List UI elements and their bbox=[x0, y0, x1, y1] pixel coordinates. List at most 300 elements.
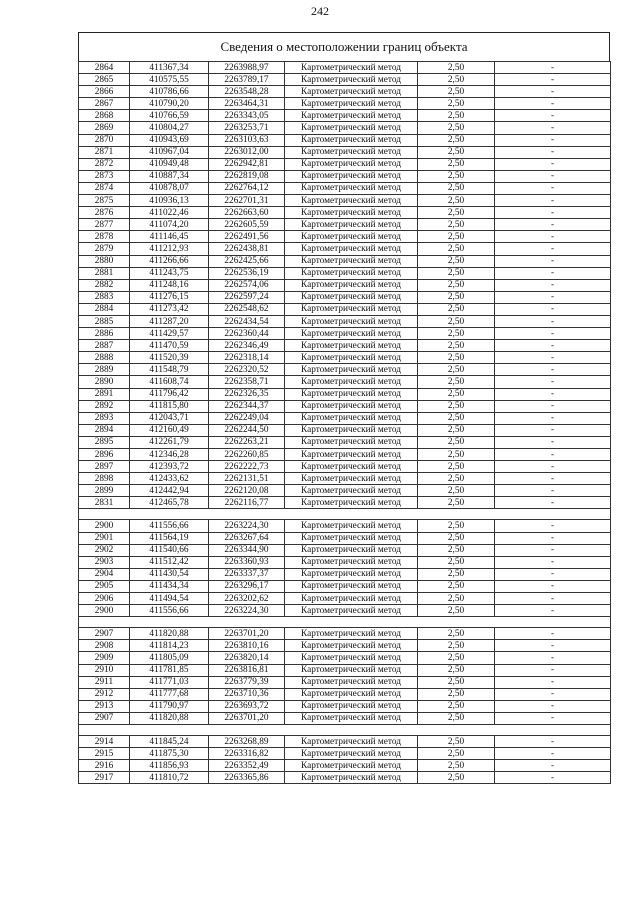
accuracy-cell: 2,50 bbox=[418, 412, 495, 424]
description-cell: - bbox=[495, 62, 611, 74]
point-number-cell: 2893 bbox=[79, 412, 130, 424]
point-number-cell: 2865 bbox=[79, 74, 130, 86]
x-coordinate-cell: 411556,66 bbox=[130, 605, 209, 617]
accuracy-cell: 2,50 bbox=[418, 231, 495, 243]
accuracy-cell: 2,50 bbox=[418, 364, 495, 376]
x-coordinate-cell: 411875,30 bbox=[130, 748, 209, 760]
x-coordinate-cell: 411430,54 bbox=[130, 568, 209, 580]
y-coordinate-cell: 2262260,85 bbox=[209, 449, 285, 461]
point-number-cell: 2915 bbox=[79, 748, 130, 760]
x-coordinate-cell: 411771,03 bbox=[130, 676, 209, 688]
accuracy-cell: 2,50 bbox=[418, 568, 495, 580]
point-number-cell: 2899 bbox=[79, 485, 130, 497]
description-cell: - bbox=[495, 628, 611, 640]
x-coordinate-cell: 410804,27 bbox=[130, 122, 209, 134]
method-cell: Картометрический метод bbox=[285, 520, 418, 532]
description-cell: - bbox=[495, 485, 611, 497]
method-cell: Картометрический метод bbox=[285, 556, 418, 568]
point-number-cell: 2894 bbox=[79, 424, 130, 436]
method-cell: Картометрический метод bbox=[285, 207, 418, 219]
x-coordinate-cell: 412346,28 bbox=[130, 449, 209, 461]
description-cell: - bbox=[495, 449, 611, 461]
method-cell: Картометрический метод bbox=[285, 580, 418, 592]
description-cell: - bbox=[495, 352, 611, 364]
accuracy-cell: 2,50 bbox=[418, 400, 495, 412]
point-number-cell: 2913 bbox=[79, 700, 130, 712]
table-row bbox=[79, 424, 611, 436]
y-coordinate-cell: 2262244,50 bbox=[209, 424, 285, 436]
description-cell: - bbox=[495, 688, 611, 700]
x-coordinate-cell: 411273,42 bbox=[130, 303, 209, 315]
accuracy-cell: 2,50 bbox=[418, 340, 495, 352]
point-number-cell: 2873 bbox=[79, 170, 130, 182]
accuracy-cell: 2,50 bbox=[418, 593, 495, 605]
x-coordinate-cell: 411520,39 bbox=[130, 352, 209, 364]
x-coordinate-cell: 412393,72 bbox=[130, 461, 209, 473]
point-number-cell: 2884 bbox=[79, 303, 130, 315]
x-coordinate-cell: 411470,59 bbox=[130, 340, 209, 352]
table-row bbox=[79, 328, 611, 340]
y-coordinate-cell: 2262597,24 bbox=[209, 291, 285, 303]
accuracy-cell: 2,50 bbox=[418, 291, 495, 303]
table-row bbox=[79, 544, 611, 556]
table-row bbox=[79, 170, 611, 182]
description-cell: - bbox=[495, 400, 611, 412]
separator-cell bbox=[79, 724, 611, 735]
table-row bbox=[79, 593, 611, 605]
x-coordinate-cell: 410967,04 bbox=[130, 146, 209, 158]
y-coordinate-cell: 2262438,81 bbox=[209, 243, 285, 255]
method-cell: Картометрический метод bbox=[285, 219, 418, 231]
table-row bbox=[79, 436, 611, 448]
y-coordinate-cell: 2263344,90 bbox=[209, 544, 285, 556]
table-row bbox=[79, 267, 611, 279]
table-row bbox=[79, 146, 611, 158]
coordinates-table bbox=[78, 61, 611, 784]
table-row bbox=[79, 640, 611, 652]
method-cell: Картометрический метод bbox=[285, 352, 418, 364]
point-number-cell: 2902 bbox=[79, 544, 130, 556]
x-coordinate-cell: 411212,93 bbox=[130, 243, 209, 255]
method-cell: Картометрический метод bbox=[285, 364, 418, 376]
description-cell: - bbox=[495, 267, 611, 279]
point-number-cell: 2900 bbox=[79, 605, 130, 617]
x-coordinate-cell: 411243,75 bbox=[130, 267, 209, 279]
accuracy-cell: 2,50 bbox=[418, 86, 495, 98]
method-cell: Картометрический метод bbox=[285, 436, 418, 448]
table-row bbox=[79, 473, 611, 485]
group-separator bbox=[79, 509, 611, 520]
description-cell: - bbox=[495, 556, 611, 568]
point-number-cell: 2903 bbox=[79, 556, 130, 568]
table-row bbox=[79, 62, 611, 74]
coordinates-sheet bbox=[78, 32, 610, 784]
table-row bbox=[79, 412, 611, 424]
table-row bbox=[79, 158, 611, 170]
accuracy-cell: 2,50 bbox=[418, 182, 495, 194]
accuracy-cell: 2,50 bbox=[418, 436, 495, 448]
y-coordinate-cell: 2262434,54 bbox=[209, 315, 285, 327]
description-cell: - bbox=[495, 412, 611, 424]
accuracy-cell: 2,50 bbox=[418, 134, 495, 146]
x-coordinate-cell: 411810,72 bbox=[130, 772, 209, 784]
point-number-cell: 2900 bbox=[79, 520, 130, 532]
description-cell: - bbox=[495, 146, 611, 158]
description-cell: - bbox=[495, 436, 611, 448]
method-cell: Картометрический метод bbox=[285, 328, 418, 340]
accuracy-cell: 2,50 bbox=[418, 74, 495, 86]
x-coordinate-cell: 411434,34 bbox=[130, 580, 209, 592]
description-cell: - bbox=[495, 712, 611, 724]
method-cell: Картометрический метод bbox=[285, 688, 418, 700]
x-coordinate-cell: 411512,42 bbox=[130, 556, 209, 568]
method-cell: Картометрический метод bbox=[285, 593, 418, 605]
y-coordinate-cell: 2262942,81 bbox=[209, 158, 285, 170]
x-coordinate-cell: 411820,88 bbox=[130, 712, 209, 724]
point-number-cell: 2907 bbox=[79, 712, 130, 724]
description-cell: - bbox=[495, 640, 611, 652]
y-coordinate-cell: 2263268,89 bbox=[209, 735, 285, 747]
x-coordinate-cell: 412043,71 bbox=[130, 412, 209, 424]
method-cell: Картометрический метод bbox=[285, 315, 418, 327]
accuracy-cell: 2,50 bbox=[418, 62, 495, 74]
accuracy-cell: 2,50 bbox=[418, 485, 495, 497]
x-coordinate-cell: 411608,74 bbox=[130, 376, 209, 388]
y-coordinate-cell: 2262326,35 bbox=[209, 388, 285, 400]
accuracy-cell: 2,50 bbox=[418, 473, 495, 485]
table-row bbox=[79, 568, 611, 580]
method-cell: Картометрический метод bbox=[285, 267, 418, 279]
point-number-cell: 2917 bbox=[79, 772, 130, 784]
y-coordinate-cell: 2263267,64 bbox=[209, 532, 285, 544]
method-cell: Картометрический метод bbox=[285, 134, 418, 146]
table-row bbox=[79, 497, 611, 509]
y-coordinate-cell: 2262346,49 bbox=[209, 340, 285, 352]
point-number-cell: 2896 bbox=[79, 449, 130, 461]
y-coordinate-cell: 2262360,44 bbox=[209, 328, 285, 340]
method-cell: Картометрический метод bbox=[285, 340, 418, 352]
y-coordinate-cell: 2263988,97 bbox=[209, 62, 285, 74]
x-coordinate-cell: 411805,09 bbox=[130, 652, 209, 664]
description-cell: - bbox=[495, 735, 611, 747]
method-cell: Картометрический метод bbox=[285, 748, 418, 760]
point-number-cell: 2886 bbox=[79, 328, 130, 340]
x-coordinate-cell: 412465,78 bbox=[130, 497, 209, 509]
y-coordinate-cell: 2262249,04 bbox=[209, 412, 285, 424]
description-cell: - bbox=[495, 328, 611, 340]
point-number-cell: 2891 bbox=[79, 388, 130, 400]
accuracy-cell: 2,50 bbox=[418, 652, 495, 664]
description-cell: - bbox=[495, 568, 611, 580]
method-cell: Картометрический метод bbox=[285, 376, 418, 388]
x-coordinate-cell: 410766,59 bbox=[130, 110, 209, 122]
x-coordinate-cell: 412442,94 bbox=[130, 485, 209, 497]
table-row bbox=[79, 364, 611, 376]
x-coordinate-cell: 412160,49 bbox=[130, 424, 209, 436]
method-cell: Картометрический метод bbox=[285, 605, 418, 617]
x-coordinate-cell: 410878,07 bbox=[130, 182, 209, 194]
method-cell: Картометрический метод bbox=[285, 62, 418, 74]
description-cell: - bbox=[495, 134, 611, 146]
y-coordinate-cell: 2262131,51 bbox=[209, 473, 285, 485]
method-cell: Картометрический метод bbox=[285, 291, 418, 303]
y-coordinate-cell: 2263360,93 bbox=[209, 556, 285, 568]
y-coordinate-cell: 2263779,39 bbox=[209, 676, 285, 688]
point-number-cell: 2908 bbox=[79, 640, 130, 652]
x-coordinate-cell: 411429,57 bbox=[130, 328, 209, 340]
y-coordinate-cell: 2262764,12 bbox=[209, 182, 285, 194]
point-number-cell: 2876 bbox=[79, 207, 130, 219]
accuracy-cell: 2,50 bbox=[418, 388, 495, 400]
accuracy-cell: 2,50 bbox=[418, 328, 495, 340]
description-cell: - bbox=[495, 315, 611, 327]
method-cell: Картометрический метод bbox=[285, 424, 418, 436]
group-separator bbox=[79, 617, 611, 628]
method-cell: Картометрический метод bbox=[285, 388, 418, 400]
point-number-cell: 2881 bbox=[79, 267, 130, 279]
description-cell: - bbox=[495, 243, 611, 255]
accuracy-cell: 2,50 bbox=[418, 267, 495, 279]
y-coordinate-cell: 2262320,52 bbox=[209, 364, 285, 376]
point-number-cell: 2874 bbox=[79, 182, 130, 194]
y-coordinate-cell: 2262491,56 bbox=[209, 231, 285, 243]
method-cell: Картометрический метод bbox=[285, 652, 418, 664]
table-row bbox=[79, 449, 611, 461]
point-number-cell: 2864 bbox=[79, 62, 130, 74]
table-row bbox=[79, 255, 611, 267]
table-row bbox=[79, 376, 611, 388]
y-coordinate-cell: 2262358,71 bbox=[209, 376, 285, 388]
method-cell: Картометрический метод bbox=[285, 303, 418, 315]
accuracy-cell: 2,50 bbox=[418, 170, 495, 182]
description-cell: - bbox=[495, 772, 611, 784]
table-row bbox=[79, 291, 611, 303]
y-coordinate-cell: 2263103,63 bbox=[209, 134, 285, 146]
accuracy-cell: 2,50 bbox=[418, 712, 495, 724]
table-row bbox=[79, 279, 611, 291]
accuracy-cell: 2,50 bbox=[418, 219, 495, 231]
y-coordinate-cell: 2263693,72 bbox=[209, 700, 285, 712]
description-cell: - bbox=[495, 544, 611, 556]
separator-cell bbox=[79, 617, 611, 628]
accuracy-cell: 2,50 bbox=[418, 640, 495, 652]
x-coordinate-cell: 411074,20 bbox=[130, 219, 209, 231]
table-row bbox=[79, 388, 611, 400]
table-row bbox=[79, 628, 611, 640]
description-cell: - bbox=[495, 303, 611, 315]
point-number-cell: 2892 bbox=[79, 400, 130, 412]
x-coordinate-cell: 410943,69 bbox=[130, 134, 209, 146]
y-coordinate-cell: 2262263,21 bbox=[209, 436, 285, 448]
x-coordinate-cell: 411781,85 bbox=[130, 664, 209, 676]
point-number-cell: 2912 bbox=[79, 688, 130, 700]
point-number-cell: 2905 bbox=[79, 580, 130, 592]
point-number-cell: 2879 bbox=[79, 243, 130, 255]
point-number-cell: 2901 bbox=[79, 532, 130, 544]
x-coordinate-cell: 411815,80 bbox=[130, 400, 209, 412]
accuracy-cell: 2,50 bbox=[418, 760, 495, 772]
method-cell: Картометрический метод bbox=[285, 532, 418, 544]
table-row bbox=[79, 315, 611, 327]
x-coordinate-cell: 412261,79 bbox=[130, 436, 209, 448]
method-cell: Картометрический метод bbox=[285, 231, 418, 243]
y-coordinate-cell: 2263337,37 bbox=[209, 568, 285, 580]
accuracy-cell: 2,50 bbox=[418, 352, 495, 364]
table-row bbox=[79, 735, 611, 747]
description-cell: - bbox=[495, 291, 611, 303]
y-coordinate-cell: 2262425,66 bbox=[209, 255, 285, 267]
y-coordinate-cell: 2263365,86 bbox=[209, 772, 285, 784]
description-cell: - bbox=[495, 664, 611, 676]
description-cell: - bbox=[495, 182, 611, 194]
method-cell: Картометрический метод bbox=[285, 700, 418, 712]
method-cell: Картометрический метод bbox=[285, 74, 418, 86]
table-row bbox=[79, 207, 611, 219]
y-coordinate-cell: 2263352,49 bbox=[209, 760, 285, 772]
x-coordinate-cell: 411564,19 bbox=[130, 532, 209, 544]
x-coordinate-cell: 411814,23 bbox=[130, 640, 209, 652]
point-number-cell: 2887 bbox=[79, 340, 130, 352]
point-number-cell: 2888 bbox=[79, 352, 130, 364]
table-row bbox=[79, 352, 611, 364]
x-coordinate-cell: 410575,55 bbox=[130, 74, 209, 86]
method-cell: Картометрический метод bbox=[285, 195, 418, 207]
point-number-cell: 2867 bbox=[79, 98, 130, 110]
description-cell: - bbox=[495, 520, 611, 532]
x-coordinate-cell: 411248,16 bbox=[130, 279, 209, 291]
table-row bbox=[79, 86, 611, 98]
y-coordinate-cell: 2262222,73 bbox=[209, 461, 285, 473]
description-cell: - bbox=[495, 388, 611, 400]
table-row bbox=[79, 243, 611, 255]
table-row bbox=[79, 772, 611, 784]
accuracy-cell: 2,50 bbox=[418, 580, 495, 592]
description-cell: - bbox=[495, 207, 611, 219]
x-coordinate-cell: 411276,15 bbox=[130, 291, 209, 303]
x-coordinate-cell: 411796,42 bbox=[130, 388, 209, 400]
y-coordinate-cell: 2263012,00 bbox=[209, 146, 285, 158]
point-number-cell: 2866 bbox=[79, 86, 130, 98]
accuracy-cell: 2,50 bbox=[418, 158, 495, 170]
point-number-cell: 2831 bbox=[79, 497, 130, 509]
table-row bbox=[79, 652, 611, 664]
accuracy-cell: 2,50 bbox=[418, 424, 495, 436]
y-coordinate-cell: 2263789,17 bbox=[209, 74, 285, 86]
accuracy-cell: 2,50 bbox=[418, 98, 495, 110]
y-coordinate-cell: 2263343,05 bbox=[209, 110, 285, 122]
y-coordinate-cell: 2262819,08 bbox=[209, 170, 285, 182]
point-number-cell: 2911 bbox=[79, 676, 130, 688]
description-cell: - bbox=[495, 605, 611, 617]
point-number-cell: 2882 bbox=[79, 279, 130, 291]
accuracy-cell: 2,50 bbox=[418, 449, 495, 461]
accuracy-cell: 2,50 bbox=[418, 520, 495, 532]
x-coordinate-cell: 411367,34 bbox=[130, 62, 209, 74]
table-row bbox=[79, 74, 611, 86]
method-cell: Картометрический метод bbox=[285, 664, 418, 676]
table-row bbox=[79, 688, 611, 700]
table-row bbox=[79, 532, 611, 544]
x-coordinate-cell: 412433,62 bbox=[130, 473, 209, 485]
table-row bbox=[79, 231, 611, 243]
description-cell: - bbox=[495, 593, 611, 605]
description-cell: - bbox=[495, 279, 611, 291]
point-number-cell: 2869 bbox=[79, 122, 130, 134]
point-number-cell: 2877 bbox=[79, 219, 130, 231]
table-row bbox=[79, 98, 611, 110]
description-cell: - bbox=[495, 86, 611, 98]
point-number-cell: 2904 bbox=[79, 568, 130, 580]
table-row bbox=[79, 580, 611, 592]
y-coordinate-cell: 2262701,31 bbox=[209, 195, 285, 207]
y-coordinate-cell: 2262318,14 bbox=[209, 352, 285, 364]
method-cell: Картометрический метод bbox=[285, 158, 418, 170]
y-coordinate-cell: 2263316,82 bbox=[209, 748, 285, 760]
accuracy-cell: 2,50 bbox=[418, 315, 495, 327]
coordinates-table-body bbox=[79, 62, 611, 784]
method-cell: Картометрический метод bbox=[285, 712, 418, 724]
table-row bbox=[79, 664, 611, 676]
x-coordinate-cell: 410949,48 bbox=[130, 158, 209, 170]
y-coordinate-cell: 2263816,81 bbox=[209, 664, 285, 676]
y-coordinate-cell: 2263701,20 bbox=[209, 712, 285, 724]
description-cell: - bbox=[495, 461, 611, 473]
description-cell: - bbox=[495, 98, 611, 110]
description-cell: - bbox=[495, 760, 611, 772]
description-cell: - bbox=[495, 473, 611, 485]
point-number-cell: 2868 bbox=[79, 110, 130, 122]
accuracy-cell: 2,50 bbox=[418, 628, 495, 640]
method-cell: Картометрический метод bbox=[285, 146, 418, 158]
description-cell: - bbox=[495, 652, 611, 664]
y-coordinate-cell: 2263253,71 bbox=[209, 122, 285, 134]
method-cell: Картометрический метод bbox=[285, 461, 418, 473]
point-number-cell: 2875 bbox=[79, 195, 130, 207]
point-number-cell: 2880 bbox=[79, 255, 130, 267]
point-number-cell: 2916 bbox=[79, 760, 130, 772]
method-cell: Картометрический метод bbox=[285, 544, 418, 556]
description-cell: - bbox=[495, 364, 611, 376]
description-cell: - bbox=[495, 497, 611, 509]
method-cell: Картометрический метод bbox=[285, 122, 418, 134]
point-number-cell: 2870 bbox=[79, 134, 130, 146]
accuracy-cell: 2,50 bbox=[418, 303, 495, 315]
y-coordinate-cell: 2263224,30 bbox=[209, 605, 285, 617]
x-coordinate-cell: 411556,66 bbox=[130, 520, 209, 532]
method-cell: Картометрический метод bbox=[285, 676, 418, 688]
point-number-cell: 2885 bbox=[79, 315, 130, 327]
table-row bbox=[79, 748, 611, 760]
method-cell: Картометрический метод bbox=[285, 772, 418, 784]
accuracy-cell: 2,50 bbox=[418, 279, 495, 291]
method-cell: Картометрический метод bbox=[285, 760, 418, 772]
accuracy-cell: 2,50 bbox=[418, 605, 495, 617]
point-number-cell: 2909 bbox=[79, 652, 130, 664]
method-cell: Картометрический метод bbox=[285, 473, 418, 485]
point-number-cell: 2906 bbox=[79, 593, 130, 605]
accuracy-cell: 2,50 bbox=[418, 110, 495, 122]
x-coordinate-cell: 410786,66 bbox=[130, 86, 209, 98]
method-cell: Картометрический метод bbox=[285, 255, 418, 267]
description-cell: - bbox=[495, 580, 611, 592]
table-title: Сведения о местоположении границ объекта bbox=[78, 32, 610, 61]
point-number-cell: 2914 bbox=[79, 735, 130, 747]
accuracy-cell: 2,50 bbox=[418, 122, 495, 134]
x-coordinate-cell: 411146,45 bbox=[130, 231, 209, 243]
table-row bbox=[79, 461, 611, 473]
y-coordinate-cell: 2263701,20 bbox=[209, 628, 285, 640]
method-cell: Картометрический метод bbox=[285, 110, 418, 122]
